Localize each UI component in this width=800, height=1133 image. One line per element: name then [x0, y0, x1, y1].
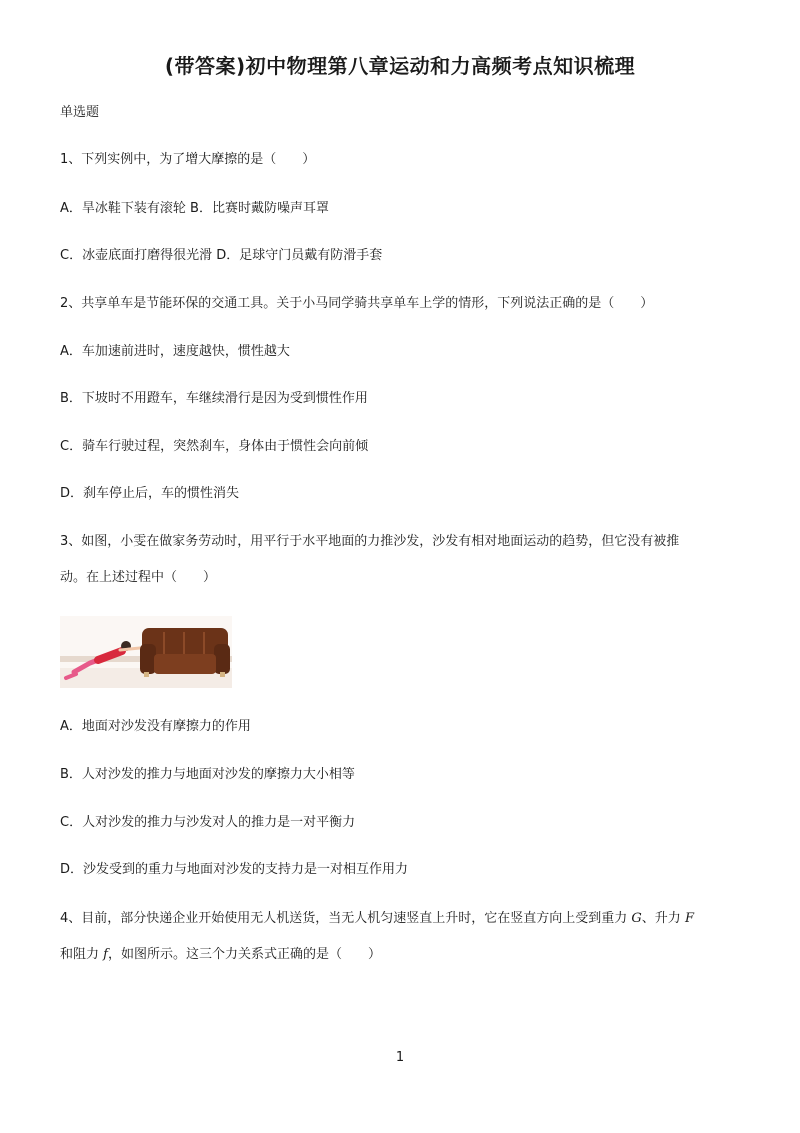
page-title: (带答案)初中物理第八章运动和力高频考点知识梳理 — [164, 54, 636, 78]
question-4-text-b: 、升力 — [641, 911, 685, 926]
question-3-stem-line1: 3、如图，小雯在做家务劳动时，用平行于水平地面的力推沙发，沙发有相对地面运动的趋势，但它没有被推 — [60, 534, 680, 549]
question-3-option-b: B．人对沙发的推力与地面对沙发的摩擦力大小相等 — [60, 767, 355, 782]
question-2-option-c: C．骑车行驶过程，突然刹车，身体由于惯性会向前倾 — [60, 439, 369, 454]
question-1-options-ab: A．旱冰鞋下装有滚轮 B．比赛时戴防噪声耳罩 — [60, 201, 329, 216]
variable-f-lower: f — [103, 947, 108, 962]
question-1-stem: 1、下列实例中，为了增大摩擦的是（ ） — [60, 152, 316, 167]
question-4-text-c: 和阻力 — [60, 947, 104, 962]
question-2-option-b: B．下坡时不用蹬车，车继续滑行是因为受到惯性作用 — [60, 391, 368, 406]
question-3-option-c: C．人对沙发的推力与沙发对人的推力是一对平衡力 — [60, 815, 356, 830]
question-3-option-d: D．沙发受到的重力与地面对沙发的支持力是一对相互作用力 — [60, 862, 409, 877]
variable-f-upper: F — [684, 911, 694, 926]
question-1-options-cd: C．冰壶底面打磨得很光滑 D．足球守门员戴有防滑手套 — [60, 248, 383, 263]
question-3-option-a: A．地面对沙发没有摩擦力的作用 — [60, 719, 251, 734]
question-4-stem-line1 — [60, 910, 694, 928]
sofa-push-illustration — [60, 616, 232, 688]
question-2-stem: 2、共享单车是节能环保的交通工具。关于小马同学骑共享单车上学的情形，下列说法正确的是（ ） — [60, 296, 654, 311]
question-4-text-a: 4、目前，部分快递企业开始使用无人机送货，当无人机匀速竖直上升时，它在竖直方向上受到重力 — [60, 911, 632, 926]
section-heading: 单选题 — [60, 105, 100, 120]
sofa-push-figure — [60, 616, 232, 688]
question-4-text-d: ，如图所示。这三个力关系式正确的是（ ） — [107, 947, 381, 962]
question-2-option-d: D．刹车停止后，车的惯性消失 — [60, 486, 240, 501]
question-2-option-a: A．车加速前进时，速度越快，惯性越大 — [60, 344, 290, 359]
page-number: 1 — [395, 1050, 405, 1065]
question-3-stem-line2: 动。在上述过程中（ ） — [60, 570, 217, 585]
variable-g: G — [631, 911, 642, 926]
question-4-stem-line2 — [60, 946, 381, 964]
